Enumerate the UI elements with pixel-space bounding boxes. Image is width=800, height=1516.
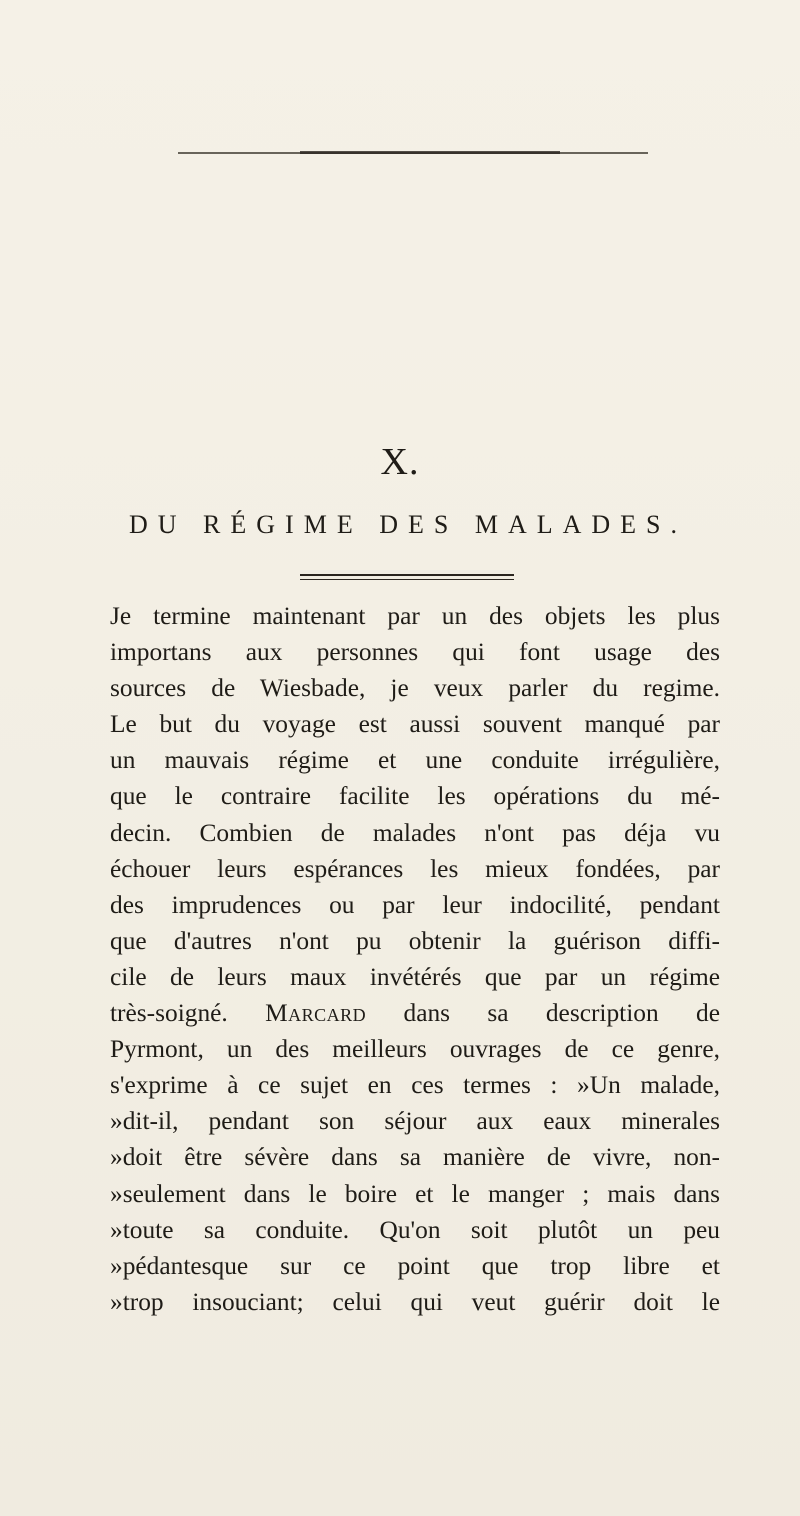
top-page-rule-thick <box>300 151 560 154</box>
body-text <box>110 598 720 1320</box>
text-line: des imprudences ou par leur indocilité, pendant <box>110 890 720 919</box>
author-name: Marcard <box>265 999 367 1028</box>
text-line-with-author <box>110 995 720 1031</box>
text-fragment: dans sa description de <box>403 999 720 1028</box>
title-rule-thin <box>300 579 514 580</box>
text-line: s'exprime à ce sujet en ces termes : »Un malade, <box>110 1071 720 1100</box>
text-fragment: très-soigné. <box>110 999 228 1028</box>
text-line: que d'autres n'ont pu obtenir la guérison diffi- <box>110 926 720 955</box>
text-line: »pédantesque sur ce point que trop libre et <box>110 1251 720 1280</box>
text-line: un mauvais régime et une conduite irrégulière, <box>110 746 720 775</box>
text-line: »trop insouciant; celui qui veut guérir doit le <box>110 1287 720 1316</box>
text-line: cile de leurs maux invétérés que par un régime <box>110 962 720 991</box>
text-line: échouer leurs espérances les mieux fondées, par <box>110 854 720 883</box>
text-line: »doit être sévère dans sa manière de vivre, non- <box>110 1143 720 1172</box>
chapter-numeral: X. <box>380 441 420 483</box>
text-line: que le contraire facilite les opérations du mé- <box>110 782 720 811</box>
text-line: Le but du voyage est aussi souvent manqué par <box>110 710 720 739</box>
text-line: sources de Wiesbade, je veux parler du regime. <box>110 674 720 703</box>
text-line: decin. Combien de malades n'ont pas déja vu <box>110 818 720 847</box>
text-line: »seulement dans le boire et le manger ; mais dans <box>110 1179 720 1208</box>
text-line: importans aux personnes qui font usage des <box>110 638 720 667</box>
title-rule <box>300 574 514 576</box>
text-line: »toute sa conduite. Qu'on soit plutôt un peu <box>110 1215 720 1244</box>
text-line: »dit-il, pendant son séjour aux eaux minerales <box>110 1107 720 1136</box>
chapter-title: DU RÉGIME DES MALADES. <box>129 510 687 539</box>
text-line: Pyrmont, un des meilleurs ouvrages de ce genre, <box>110 1035 720 1064</box>
text-line: Je termine maintenant par un des objets les plus <box>110 602 720 630</box>
